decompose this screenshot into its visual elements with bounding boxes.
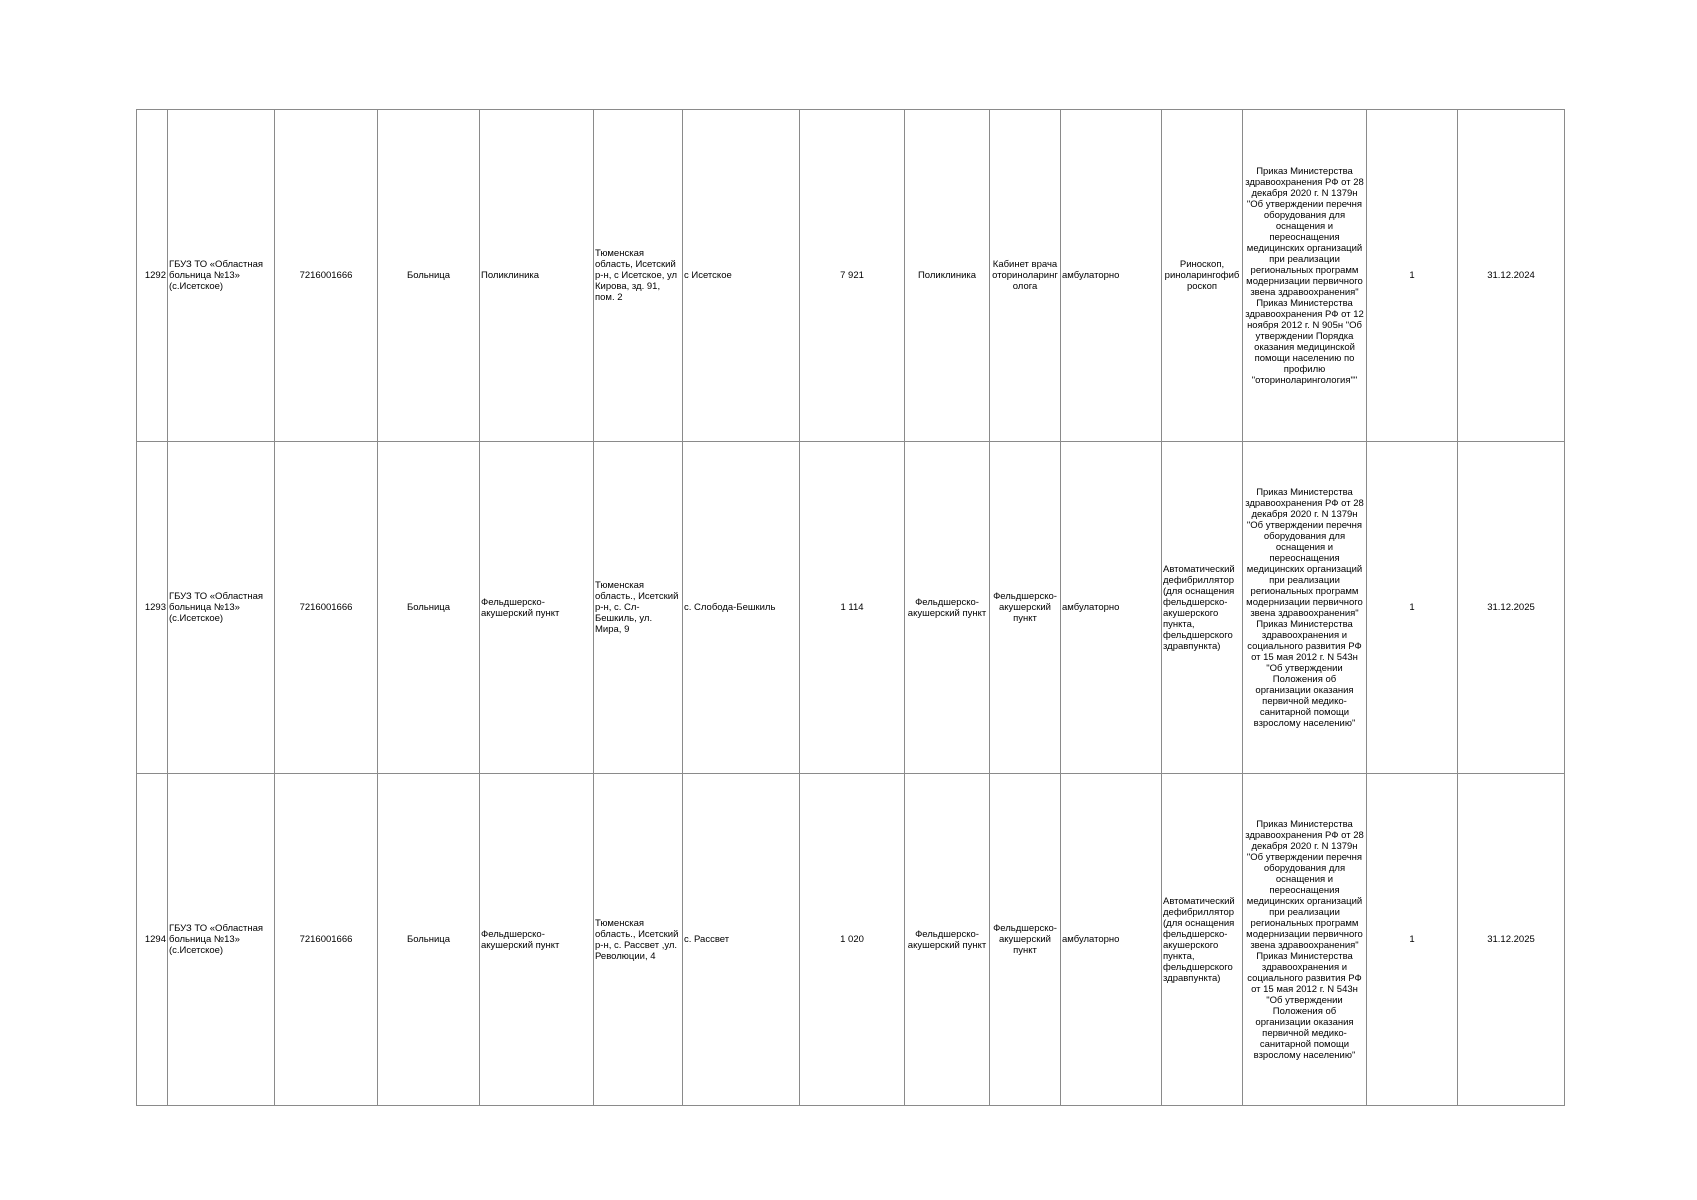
- row-number-cell: 1293: [137, 442, 168, 774]
- unit-cell: Фельдшерско-акушерский пункт: [480, 442, 594, 774]
- address-cell: Тюменская область., Исетский р-н, с. Сл-Бешкиль, ул. Мира, 9: [594, 442, 683, 774]
- deadline-date-cell: 31.12.2024: [1458, 110, 1565, 442]
- locality-cell: с. Рассвет: [683, 774, 800, 1106]
- table-row: [137, 774, 1565, 1106]
- cabinet-cell: Фельдшерско-акушерский пункт: [990, 442, 1061, 774]
- equipment-table: [136, 109, 1565, 1106]
- equipment-cell: Автоматический дефибриллятор (для оснащения фельдшерско-акушерского пункта, фельдшерского здравпункта): [1162, 774, 1243, 1106]
- care-form-cell: амбулаторно: [1061, 774, 1162, 1106]
- unit-cell: Фельдшерско-акушерский пункт: [480, 774, 594, 1106]
- facility-type-cell: Больница: [378, 110, 480, 442]
- inn-cell: 7216001666: [275, 110, 378, 442]
- row-number-cell: 1294: [137, 774, 168, 1106]
- table-row: [137, 442, 1565, 774]
- table-row: [137, 110, 1565, 442]
- deadline-date-cell: 31.12.2025: [1458, 774, 1565, 1106]
- row-number-cell: 1292: [137, 110, 168, 442]
- organization-cell: ГБУЗ ТО «Областная больница №13» (с.Исетское): [168, 442, 275, 774]
- subdivision-cell: Фельдшерско-акушерский пункт: [905, 774, 990, 1106]
- cabinet-cell: Кабинет врача оториноларинголога: [990, 110, 1061, 442]
- quantity-cell: 1: [1367, 442, 1458, 774]
- deadline-date-cell: 31.12.2025: [1458, 442, 1565, 774]
- locality-cell: с. Слобода-Бешкиль: [683, 442, 800, 774]
- care-form-cell: амбулаторно: [1061, 110, 1162, 442]
- population-cell: 7 921: [800, 110, 905, 442]
- facility-type-cell: Больница: [378, 442, 480, 774]
- equipment-cell: Автоматический дефибриллятор (для оснащения фельдшерско-акушерского пункта, фельдшерского здравпункта): [1162, 442, 1243, 774]
- facility-type-cell: Больница: [378, 774, 480, 1106]
- quantity-cell: 1: [1367, 774, 1458, 1106]
- care-form-cell: амбулаторно: [1061, 442, 1162, 774]
- population-cell: 1 114: [800, 442, 905, 774]
- quantity-cell: 1: [1367, 110, 1458, 442]
- subdivision-cell: Фельдшерско-акушерский пункт: [905, 442, 990, 774]
- cabinet-cell: Фельдшерско-акушерский пункт: [990, 774, 1061, 1106]
- inn-cell: 7216001666: [275, 442, 378, 774]
- legal-basis-cell: Приказ Министерства здравоохранения РФ от 28 декабря 2020 г. N 1379н "Об утверждении перечня оборудования для оснащения и переоснащения медицинских организаций при реализации региональных программ модернизации первичного звена здравоохранения" Приказ Министерства здравоохранения РФ от 12 ноября 2012 г. N 905н "Об утверждении Порядка оказания медицинской помощи населению по профилю "оториноларингология"": [1243, 110, 1367, 442]
- locality-cell: с Исетское: [683, 110, 800, 442]
- subdivision-cell: Поликлиника: [905, 110, 990, 442]
- legal-basis-cell: Приказ Министерства здравоохранения РФ от 28 декабря 2020 г. N 1379н "Об утверждении перечня оборудования для оснащения и переоснащения медицинских организаций при реализации региональных программ модернизации первичного звена здравоохранения" Приказ Министерства здравоохранения и социального развития РФ от 15 мая 2012 г. N 543н "Об утверждении Положения об организации оказания первичной медико-санитарной помощи взрослому населению": [1243, 442, 1367, 774]
- population-cell: 1 020: [800, 774, 905, 1106]
- equipment-cell: Риноскоп, риноларингофиброскоп: [1162, 110, 1243, 442]
- unit-cell: Поликлиника: [480, 110, 594, 442]
- legal-basis-cell: Приказ Министерства здравоохранения РФ от 28 декабря 2020 г. N 1379н "Об утверждении перечня оборудования для оснащения и переоснащения медицинских организаций при реализации региональных программ модернизации первичного звена здравоохранения" Приказ Министерства здравоохранения и социального развития РФ от 15 мая 2012 г. N 543н "Об утверждении Положения об организации оказания первичной медико-санитарной помощи взрослому населению": [1243, 774, 1367, 1106]
- organization-cell: ГБУЗ ТО «Областная больница №13» (с.Исетское): [168, 774, 275, 1106]
- inn-cell: 7216001666: [275, 774, 378, 1106]
- organization-cell: ГБУЗ ТО «Областная больница №13» (с.Исетское): [168, 110, 275, 442]
- address-cell: Тюменская область, Исетский р-н, с Исетское, ул Кирова, зд. 91, пом. 2: [594, 110, 683, 442]
- address-cell: Тюменская область., Исетский р-н, с. Рассвет ,ул. Революции, 4: [594, 774, 683, 1106]
